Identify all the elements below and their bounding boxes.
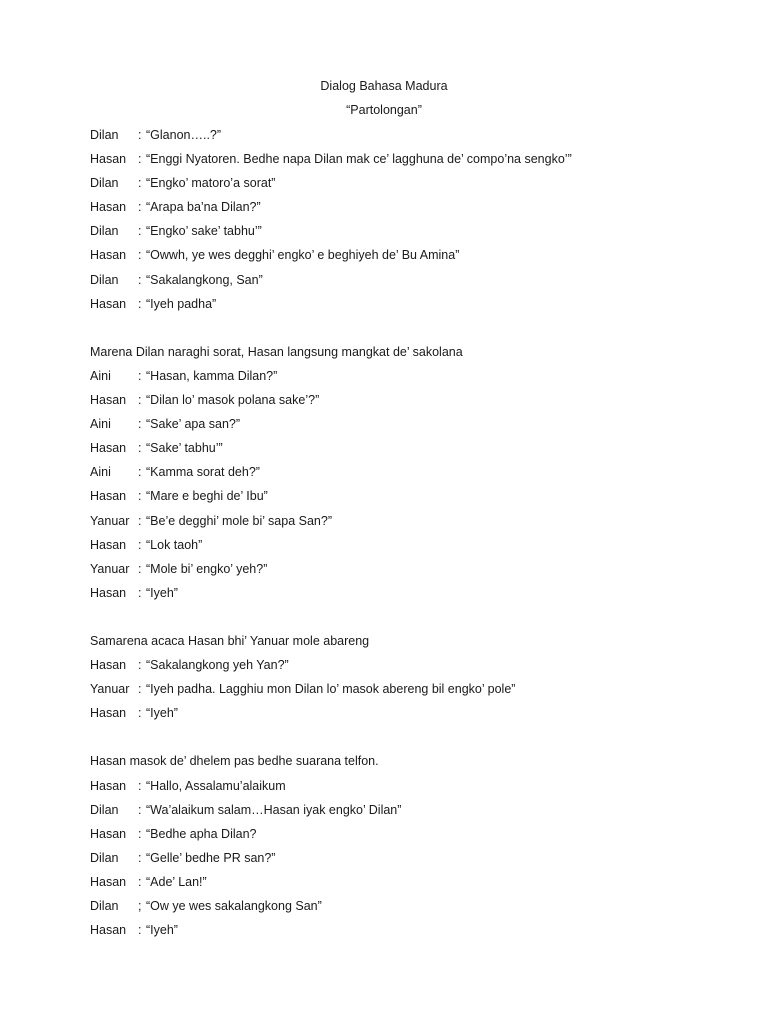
speaker-separator: :: [138, 923, 142, 938]
speaker-name: Dilan: [90, 224, 119, 239]
dialog-line: [90, 175, 730, 199]
speaker-separator: :: [138, 272, 142, 287]
dialog-lines: [90, 127, 730, 946]
speaker-separator: :: [138, 826, 142, 841]
dialog-line: [90, 392, 730, 416]
speaker-separator: :: [138, 658, 142, 673]
speaker-name: Aini: [90, 368, 111, 383]
dialog-line: [90, 272, 730, 296]
speaker-name: Hasan: [90, 537, 127, 552]
speaker-name: Hasan: [90, 585, 127, 600]
dialog-line: [90, 223, 730, 247]
utterance-text: “Glanon…..?”: [146, 128, 222, 142]
dialog-line: [90, 705, 730, 729]
narration-text: Marena Dilan naraghi sorat, Hasan langsung mangkat de’ sakolana: [90, 344, 463, 359]
speaker-name: Dilan: [90, 272, 119, 287]
utterance-text: “Bedhe apha Dilan?: [146, 826, 257, 841]
speaker-separator: :: [138, 682, 142, 697]
utterance-text: “Owwh, ye wes degghi’ engko’ e beghiyeh de’ Bu Amina”: [146, 248, 460, 263]
document-subtitle: “Partolongan”: [346, 103, 422, 117]
speaker-separator: :: [138, 368, 142, 383]
speaker-name: Aini: [90, 417, 111, 432]
speaker-name: Hasan: [90, 706, 127, 721]
narration-text: Hasan masok de’ dhelem pas bedhe suarana telfon.: [90, 754, 379, 769]
utterance-text: “Hasan, kamma Dilan?”: [146, 368, 278, 383]
dialog-line: [90, 416, 730, 440]
dialog-line: [90, 513, 730, 537]
dialog-line: [90, 850, 730, 874]
speaker-name: Hasan: [90, 826, 127, 841]
speaker-name: Dilan: [90, 850, 119, 865]
dialog-line: [90, 802, 730, 826]
utterance-text: “Iyeh padha. Lagghiu mon Dilan lo’ masok abereng bil engko’ pole”: [146, 682, 516, 697]
narration-line: [90, 633, 730, 657]
speaker-name: Hasan: [90, 441, 127, 456]
speaker-name: Yanuar: [90, 513, 130, 528]
speaker-separator: :: [138, 513, 142, 528]
utterance-text: “Sakalangkong, San”: [146, 272, 263, 287]
utterance-text: “Sake’ apa san?”: [146, 417, 241, 432]
speaker-name: Dilan: [90, 899, 119, 913]
dialog-line: [90, 368, 730, 392]
dialog-line: [90, 826, 730, 850]
speaker-name: Hasan: [90, 923, 127, 938]
speaker-name: Dilan: [90, 802, 119, 817]
speaker-separator: :: [138, 465, 142, 480]
utterance-text: “Iyeh”: [146, 706, 178, 721]
speaker-separator: :: [138, 706, 142, 721]
utterance-text: “Lok taoh”: [146, 537, 203, 552]
speaker-separator: :: [138, 128, 142, 142]
dialog-line: [90, 151, 730, 175]
speaker-separator: :: [138, 778, 142, 793]
speaker-name: Hasan: [90, 152, 127, 167]
dialog-line: [90, 488, 730, 512]
utterance-text: “Engko’ sake’ tabhu’”: [146, 224, 262, 239]
dialog-line: [90, 537, 730, 561]
speaker-separator: :: [138, 802, 142, 817]
utterance-text: “Iyeh”: [146, 585, 178, 600]
speaker-separator: :: [138, 850, 142, 865]
speaker-separator: :: [138, 561, 142, 576]
utterance-text: “Ade’ Lan!”: [146, 874, 207, 889]
utterance-text: “Ow ye wes sakalangkong San”: [146, 899, 322, 913]
speaker-separator: :: [138, 585, 142, 600]
utterance-text: “Iyeh”: [146, 923, 178, 938]
utterance-text: “Enggi Nyatoren. Bedhe napa Dilan mak ce’ lagghuna de’ compo’na sengko’”: [146, 152, 572, 167]
dialog-line: [90, 778, 730, 802]
speaker-separator: :: [138, 393, 142, 408]
utterance-text: “Dilan lo’ masok polana sake’?”: [146, 393, 320, 408]
speaker-name: Hasan: [90, 778, 127, 793]
dialog-line: [90, 296, 730, 320]
speaker-name: Aini: [90, 465, 111, 480]
narration-text: Samarena acaca Hasan bhi’ Yanuar mole abareng: [90, 633, 370, 648]
speaker-name: Yanuar: [90, 561, 130, 576]
speaker-separator: :: [138, 417, 142, 432]
dialog-line: [90, 874, 730, 898]
dialog-line: [90, 657, 730, 681]
dialog-line: [90, 440, 730, 464]
speaker-name: Dilan: [90, 176, 119, 191]
speaker-separator: ;: [138, 899, 142, 913]
utterance-text: “Engko’ matoro’a sorat”: [146, 176, 276, 191]
utterance-text: “Wa’alaikum salam…Hasan iyak engko’ Dilan”: [146, 802, 402, 817]
speaker-name: Yanuar: [90, 682, 130, 697]
utterance-text: “Hallo, Assalamu’alaikum: [146, 778, 286, 793]
utterance-text: “Mare e beghi de’ Ibu”: [146, 489, 268, 504]
speaker-separator: :: [138, 224, 142, 239]
speaker-separator: :: [138, 489, 142, 504]
dialog-line: [90, 127, 730, 151]
dialog-line: [90, 199, 730, 223]
speaker-separator: :: [138, 441, 142, 456]
speaker-name: Hasan: [90, 489, 127, 504]
speaker-name: Hasan: [90, 658, 127, 673]
speaker-name: Dilan: [90, 128, 119, 142]
dialog-line: [90, 922, 730, 946]
speaker-separator: :: [138, 537, 142, 552]
utterance-text: “Sakalangkong yeh Yan?”: [146, 658, 289, 673]
speaker-separator: :: [138, 176, 142, 191]
utterance-text: “Mole bi’ engko’ yeh?”: [146, 561, 268, 576]
utterance-text: “Kamma sorat deh?”: [146, 465, 260, 480]
speaker-separator: :: [138, 152, 142, 167]
utterance-text: “Be’e degghi’ mole bi’ sapa San?”: [146, 513, 332, 528]
speaker-name: Hasan: [90, 874, 127, 889]
speaker-separator: :: [138, 200, 142, 215]
document-title: Dialog Bahasa Madura: [320, 79, 448, 93]
utterance-text: “Arapa ba’na Dilan?”: [146, 200, 261, 215]
speaker-name: Hasan: [90, 200, 127, 215]
utterance-text: “Iyeh padha”: [146, 296, 217, 311]
utterance-text: “Gelle’ bedhe PR san?”: [146, 850, 276, 865]
dialog-line: [90, 681, 730, 705]
narration-line: [90, 753, 730, 777]
speaker-separator: :: [138, 248, 142, 263]
dialog-line: [90, 898, 730, 922]
utterance-text: “Sake’ tabhu’”: [146, 441, 223, 456]
speaker-separator: :: [138, 874, 142, 889]
speaker-name: Hasan: [90, 296, 127, 311]
speaker-name: Hasan: [90, 393, 127, 408]
speaker-separator: :: [138, 296, 142, 311]
dialog-line: [90, 585, 730, 609]
narration-line: [90, 344, 730, 368]
speaker-name: Hasan: [90, 248, 127, 263]
dialog-line: [90, 561, 730, 585]
dialog-line: [90, 464, 730, 488]
dialog-line: [90, 247, 730, 271]
